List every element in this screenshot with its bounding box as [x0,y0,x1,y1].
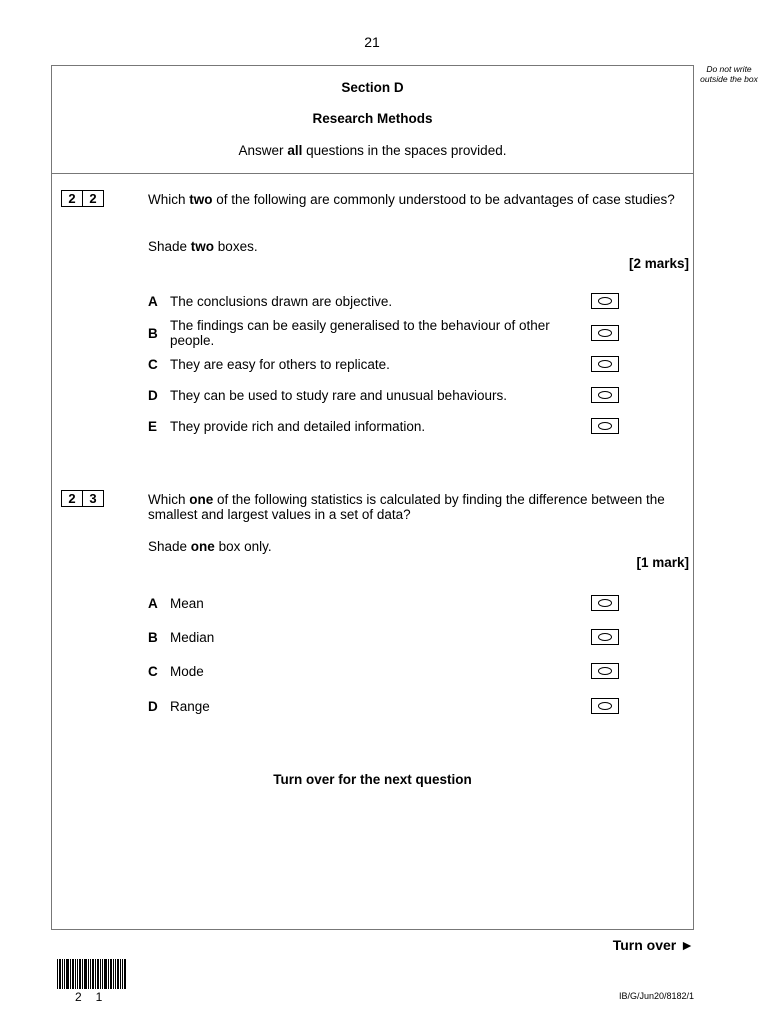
question-23-marks: [1 mark] [636,555,689,570]
question-digit: 3 [83,490,104,507]
question-number-22 [61,190,104,207]
shade-text-end: box only. [214,539,272,554]
option-text: The conclusions drawn are objective. [170,294,393,309]
shade-text-end: boxes. [214,239,258,254]
answer-box-22d[interactable] [591,387,619,403]
option-letter: D [148,699,158,714]
section-title: Section D [341,80,404,95]
question-22-text [148,192,678,207]
answer-box-22c[interactable] [591,356,619,372]
answer-box-23b[interactable] [591,629,619,645]
option-letter: C [148,357,158,372]
option-letter: A [148,596,158,611]
option-text: Mean [170,596,204,611]
question-23-shade-instruction [148,539,678,554]
oval-icon [598,297,612,305]
margin-note: Do not write outside the box [700,64,758,84]
option-text: They are easy for others to replicate. [170,357,390,372]
answer-box-23c[interactable] [591,663,619,679]
oval-icon [598,422,612,430]
option-letter: E [148,419,158,434]
section-instruction [51,143,694,158]
barcode-number: 21 [75,990,117,1004]
answer-box-22a[interactable] [591,293,619,309]
section-divider [51,173,694,174]
option-text: Range [170,699,210,714]
option-text: The findings can be easily generalised to the behaviour of other people. [170,318,550,348]
question-digit: 2 [61,490,83,507]
question-digit: 2 [83,190,104,207]
shade-emphasis: two [190,239,215,254]
barcode [57,959,127,989]
turn-over-label: Turn over ► [612,937,694,953]
oval-icon [598,360,612,368]
oval-icon [598,633,612,641]
oval-icon [598,667,612,675]
next-question-note: Turn over for the next question [273,772,472,787]
page-number: 21 [364,34,380,50]
shade-emphasis: one [190,539,215,554]
option-text: Median [170,630,215,645]
oval-icon [598,329,612,337]
question-22-marks: [2 marks] [628,256,689,271]
option-letter: B [148,326,158,341]
question-text-end: of the following statistics is calculated by finding the difference between the smallest and largest values in a set of data? [148,492,665,522]
answer-box-23d[interactable] [591,698,619,714]
question-digit: 2 [61,190,83,207]
section-subtitle: Research Methods [312,111,433,126]
question-emphasis: one [189,492,214,507]
instruction-text: Answer [238,143,288,158]
instruction-text-end: questions in the spaces provided. [302,143,507,158]
option-letter: B [148,630,158,645]
option-letter: A [148,294,158,309]
shade-text: Shade [148,239,191,254]
option-text: They can be used to study rare and unusual behaviours. [170,388,507,403]
question-text: Which [148,192,190,207]
answer-box-22b[interactable] [591,325,619,341]
option-letter: D [148,388,158,403]
question-text-end: of the following are commonly understood to be advantages of case studies? [212,192,675,207]
question-text: Which [148,492,190,507]
option-letter: C [148,664,158,679]
question-number-23 [61,490,104,507]
answer-box-22e[interactable] [591,418,619,434]
option-text: They provide rich and detailed information. [170,419,426,434]
oval-icon [598,599,612,607]
oval-icon [598,702,612,710]
question-emphasis: two [189,192,213,207]
question-23-text [148,492,678,522]
question-22-shade-instruction [148,239,678,254]
shade-text: Shade [148,539,191,554]
option-text: Mode [170,664,204,679]
instruction-emphasis: all [287,143,303,158]
answer-box-23a[interactable] [591,595,619,611]
paper-reference: IB/G/Jun20/8182/1 [618,991,694,1001]
oval-icon [598,391,612,399]
